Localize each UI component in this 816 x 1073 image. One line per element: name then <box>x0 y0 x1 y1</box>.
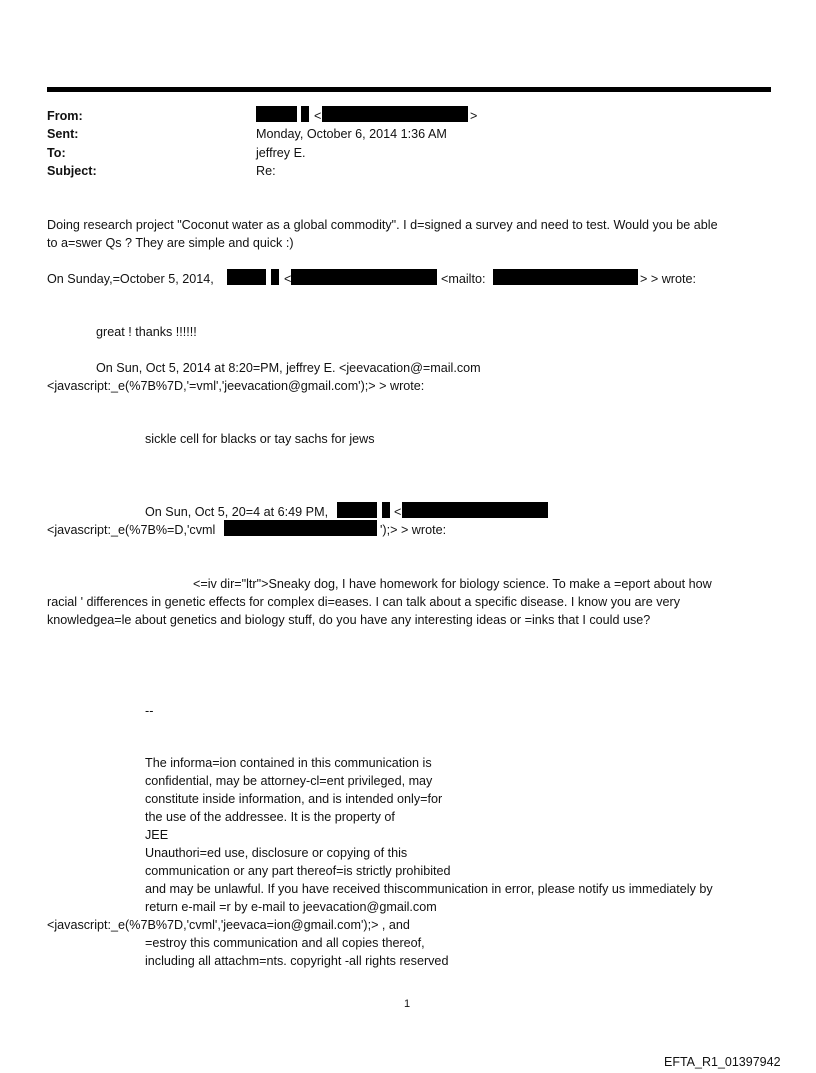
disclaimer-line: JEE <box>145 828 169 842</box>
disclaimer-line: =estroy this communication and all copies thereof, <box>145 936 425 950</box>
from-lt: < <box>314 109 322 123</box>
subject-label: Subject: <box>47 164 97 178</box>
disclaimer-line: confidential, may be attorney-cl=ent privileged, may <box>145 774 433 788</box>
signature-dash: -- <box>145 704 154 718</box>
disclaimer-line: communication or any part thereof=is strictly prohibited <box>145 864 451 878</box>
body-line: knowledgea=le about genetics and biology stuff, do you have any interesting ideas or =inks that I could use? <box>47 613 651 627</box>
subject-value: Re: <box>256 164 276 178</box>
redaction-box <box>256 106 297 122</box>
disclaimer-line: return e-mail =r by e-mail to jeevacation@gmail.com <box>145 900 437 914</box>
redaction-box <box>337 502 377 518</box>
redaction-box <box>402 502 548 518</box>
redaction-box <box>382 502 390 518</box>
disclaimer-line: Unauthori=ed use, disclosure or copying of this <box>145 846 408 860</box>
body-line: racial ' differences in genetic effects for complex di=eases. I can talk about a specific disease. I know you are very <box>47 595 681 609</box>
sent-value: Monday, October 6, 2014 1:36 AM <box>256 127 447 141</box>
quote-lt: < <box>394 505 402 519</box>
quote-header: <javascript:_e(%7B%7D,'=vml','jeevacation@gmail.com');> > wrote: <box>47 379 425 393</box>
body-line: sickle cell for blacks or tay sachs for jews <box>145 432 375 446</box>
from-label: From: <box>47 109 83 123</box>
redaction-box <box>227 269 266 285</box>
quote-mailto: <mailto: <box>441 272 486 286</box>
to-label: To: <box>47 146 66 160</box>
disclaimer-line: the use of the addressee. It is the property of <box>145 810 395 824</box>
quote-header: On Sun, Oct 5, 2014 at 8:20=PM, jeffrey E. <jeevacation@=mail.com <box>96 361 481 375</box>
quote-header: On Sun, Oct 5, 20=4 at 6:49 PM, <box>145 505 329 519</box>
page-number: 1 <box>404 998 411 1010</box>
disclaimer-line: and may be unlawful. If you have received thiscommunication in error, please notify us immediately by <box>145 882 713 896</box>
redaction-box <box>322 106 468 122</box>
quote-lt: < <box>284 272 292 286</box>
document-id: EFTA_R1_01397942 <box>664 1055 781 1069</box>
redaction-box <box>493 269 638 285</box>
body-line: <=iv dir="ltr">Sneaky dog, I have homework for biology science. To make a =eport about how <box>193 577 712 591</box>
header-rule <box>47 87 771 92</box>
quote-end: ');> > wrote: <box>380 523 447 537</box>
to-value: jeffrey E. <box>256 146 306 160</box>
disclaimer-line: <javascript:_e(%7B%7D,'cvml','jeevaca=ion@gmail.com');> , and <box>47 918 410 932</box>
disclaimer-line: The informa=ion contained in this communication is <box>145 756 432 770</box>
redaction-box <box>291 269 437 285</box>
quote-header: On Sunday,=October 5, 2014, <box>47 272 214 286</box>
body-line: to a=swer Qs ? They are simple and quick :) <box>47 236 294 250</box>
from-gt: > <box>470 109 478 123</box>
body-line: great ! thanks !!!!!! <box>96 325 197 339</box>
redaction-box <box>224 520 377 536</box>
quote-header: <javascript:_e(%7B%=D,'cvml <box>47 523 216 537</box>
sent-label: Sent: <box>47 127 79 141</box>
redaction-box <box>271 269 279 285</box>
quote-end: > > wrote: <box>640 272 697 286</box>
disclaimer-line: including all attachm=nts. copyright -all rights reserved <box>145 954 449 968</box>
redaction-box <box>301 106 309 122</box>
body-line: Doing research project "Coconut water as a global commodity". I d=signed a survey and need to test. Would you be able <box>47 218 718 232</box>
disclaimer-line: constitute inside information, and is intended only=for <box>145 792 443 806</box>
